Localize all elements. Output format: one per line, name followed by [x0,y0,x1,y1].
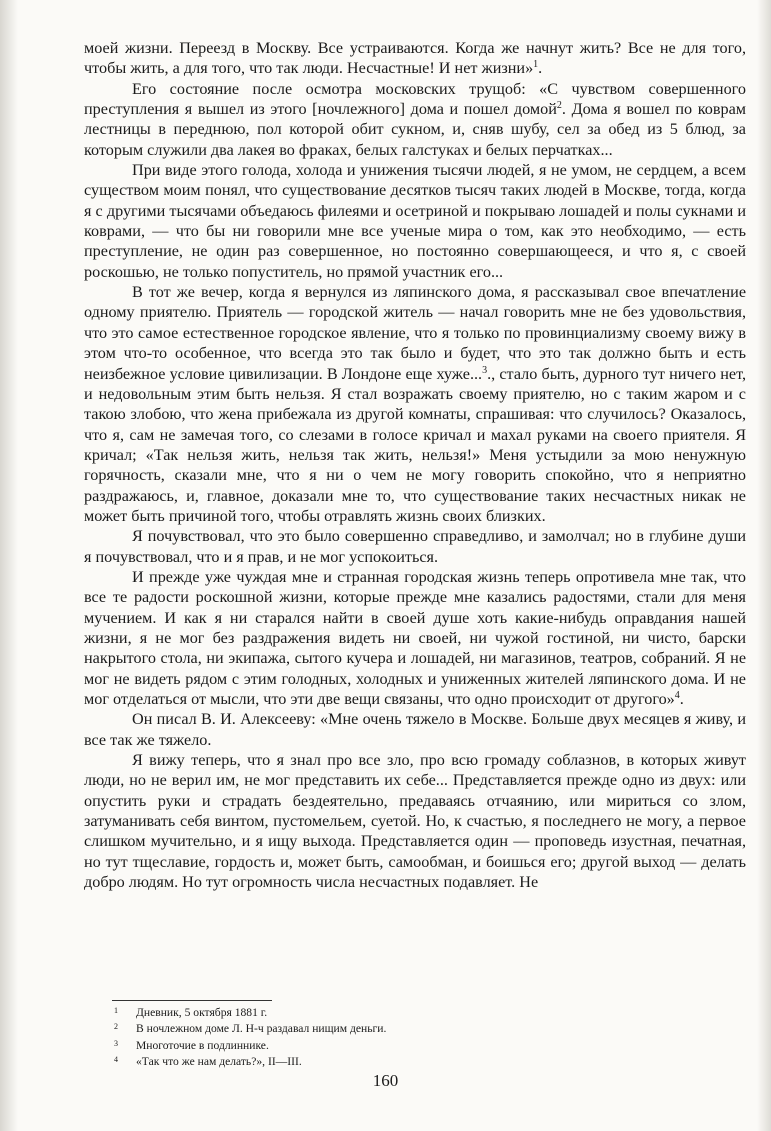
paragraph: Я вижу теперь, что я знал про все зло, про всю громаду соблазнов, в которых живут люди, но не верил им, не мог представить их себе... Представляется прежде одно из двух: или опустить руки и страдать бездеятельно, предаваясь отчаянию, или мириться со злом, затуманивать себя винтом, пустомельем, суетой. Но, к счастью, я последнего не могу, а первое слишком мучительно, и я ищу выхода. Представляется один — проповедь изустная, печатная, но тут тщеславие, гордость и, может быть, самообман, и боишься его; другой выход — делать добро людям. Но тут огромность числа несчастных подавляет. Не [84,751,746,892]
paragraph: моей жизни. Переезд в Москву. Все устраиваются. Когда же начнут жить? Все не для того, чтобы жить, а для того, что так люди. Несчастные! И нет жизни»$^1$. [84,39,746,78]
paragraph: Он писал В. И. Алексееву: «Мне очень тяжело в Москве. Больше двух месяцев я живу, и все так же тяжело. [84,710,746,749]
footnote-ref: 2 [556,100,562,112]
page-edge-shadow-left [0,0,18,1131]
footnote: 4 «Так что же нам делать?», II—III. [114,1054,302,1068]
page-edge-shadow-right [757,0,771,1131]
footnote-ref: 4 [674,690,680,701]
footnote: 2 В ночлежном доме Л. Н-ч раздавал нищим деньги. [114,1022,387,1036]
paragraph: В тот же вечер, когда я вернулся из ляпинского дома, я рассказывал свое впечатление одному приятелю. Приятель — городской житель — начал говорить мне не без удовольствия, что это самое естественное городское явление, что я только по провинциализму своему вижу в этом что-то особенное, что всегда это так было и будет, что это так должно быть и есть неизбежное условие цивилизации. В Лондоне еще хуже...$^3$., стало быть, дурного тут ничего нет, и недовольным этим быть нельзя. Я стал возражать своему приятелю, но с таким жаром и с такою злобою, что жена прибежала из другой комнаты, спрашивая: что случилось? Оказалось, что я, сам не замечая того, со слезами в голосе кричал и махал руками на своего приятеля. Я кричал; «Так нельзя жить, нельзя так жить, нельзя!» Меня устыдили за мою ненужную горячность, сказали мне, что я ни о чем не могу говорить спокойно, что я неприятно раздражаюсь, и, главное, доказали мне то, что существование таких несчастных никак не может быть причиной того, чтобы отравлять жизнь своих близких. [84,283,746,525]
paragraph: При виде этого голода, холода и унижения тысячи людей, я не умом, не сердцем, а всем существом моим понял, что существование десятков тысяч таких людей в Москве, тогда, когда я с другими тысячами объедаюсь филеями и осетриной и покрываю лошадей и полы сукнами и коврами, — что бы ни говорили мне все ученые мира о том, как это необходимо, — есть преступление, не один раз совершенное, но постоянно совершающееся, и что я, с своей роскошью, не только попуститель, но прямой участник его... [84,161,746,281]
footnotes [114,1005,386,1070]
paragraph: Его состояние после осмотра московских трущоб: «С чувством совершенного преступления я вышел из этого [ночлежного] дома и пошел домой$^2$. Дома я вошел по коврам лестницы в переднюю, пол которой обит сукном, и, сняв шубу, сел за обед из 5 блюд, за которым служили два лакея во фраках, белых галстуках и белых перчатках... [84,79,746,159]
footnote: 1 Дневник, 5 октября 1881 г. [114,1006,268,1019]
footnote-divider [112,1000,272,1001]
footnote-ref: 1 [533,59,539,71]
footnote-ref: 3 [482,364,488,376]
paragraph: Я почувствовал, что это было совершенно справедливо, и замолчал; но в глубине души я почувствовал, что и я прав, и не мог успокоиться. [84,527,746,566]
paragraph: И прежде уже чуждая мне и странная городская жизнь теперь опротивела мне так, что все те радости роскошной жизни, которые прежде мне казались радостями, стали для меня мучением. И как я ни старался найти в своей душе хоть какие-нибудь оправдания нашей жизни, я не мог без раздражения видеть ни своей, ни чужой гостиной, ни чисто, барски накрытого стола, ни экипажа, сытого кучера и лошадей, ни магазинов, театров, собраний. Я не мог не видеть рядом с этим голодных, холодных и униженных жителей ляпинского дома. И не мог отделаться от мысли, что эти две вещи связаны, что одно происходит от другого»$^4$. [84,567,746,708]
page-number: 160 [372,1071,399,1090]
footnote: 3 Многоточие в подлиннике. [114,1038,269,1052]
main-text [84,38,746,892]
